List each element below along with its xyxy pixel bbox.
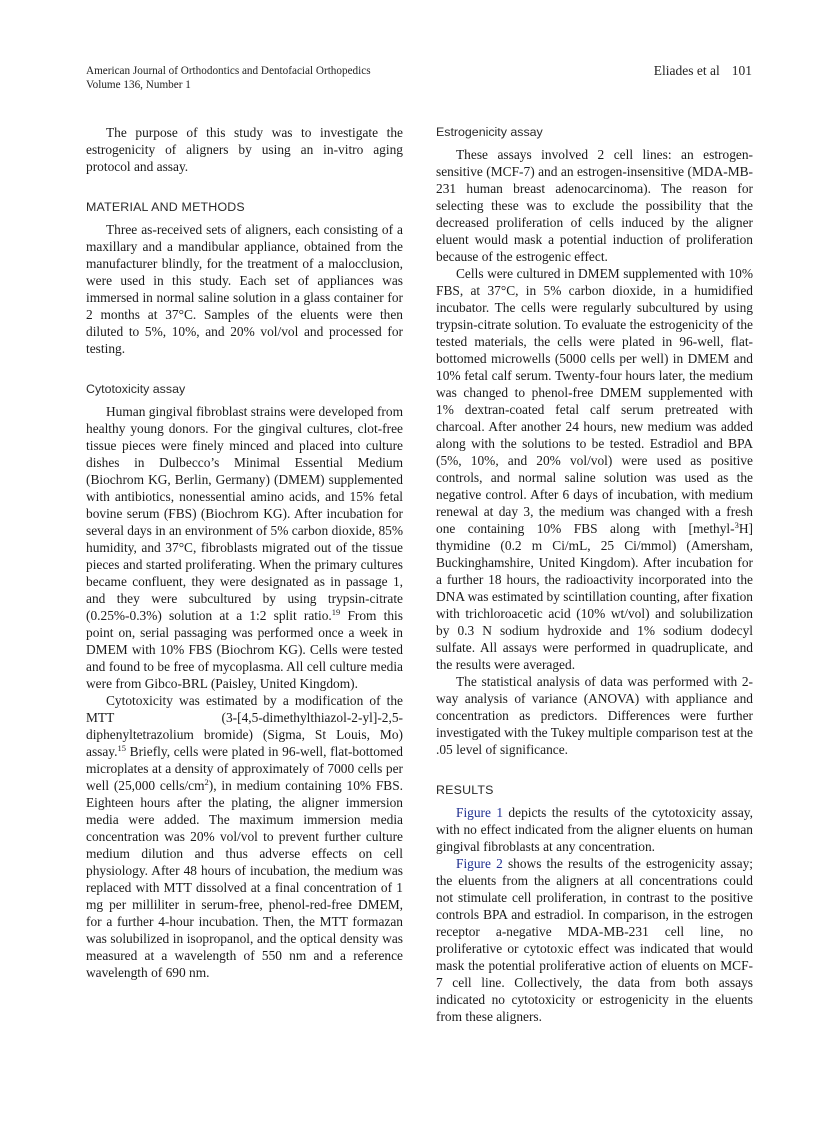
figure-1-link[interactable]: Figure 1	[456, 805, 504, 820]
estrogenicity-paragraph-2	[436, 265, 753, 673]
cytotoxicity-heading: Cytotoxicity assay	[86, 382, 186, 396]
paragraph-text: ), in medium containing 10% FBS. Eighteen hours after the plating, the aligner immersion media were added. The maximum immersion media concentration was 20% vol/vol to prevent further culture medium dilution and thus adverse effects on cell physiology. After 48 hours of incubation, the medium was replaced with MTT dissolved at a final concentration of 1 mg per milliliter in serum-free, phenol-red-free DMEM, for a further 4-hour incubation. Then, the MTT formazan was solubilized in isopropanol, and the optical density was measured at a wavelength of 550 nm and a reference wavelength of 690 nm.	[86, 778, 403, 980]
superscript: 3	[734, 520, 739, 530]
methods-paragraph: Three as-received sets of aligners, each consisting of a maxillary and a mandibular appliance, obtained from the manufacturer blindly, for the treatment of a malocclusion, were used in this study. Each set of appliances was immersed in normal saline solution in a glass container for 2 months at 37°C. Samples of the eluents were then diluted to 5%, 10%, and 20% vol/vol and processed for testing.	[86, 222, 403, 356]
paragraph-text: Cytotoxicity was estimated by a modification of the MTT (3-[4,5-dimethylthiazol-2-yl]-2,5-diphenyltetrazolium bromide) (Sigma, St Louis, Mo) assay.	[86, 693, 403, 759]
paragraph-text: Human gingival fibroblast strains were developed from healthy young donors. For the gingival cultures, clot-free tissue pieces were finely minced and placed into culture dishes in Dulbecco’s Minimal Essential Medium (Biochrom KG, Berlin, Germany) (DMEM) supplemented with antibiotics, nonessential amino acids, and 15% fetal bovine serum (FBS) (Biochrom KG). After incubation for several days in an environment of 5% carbon dioxide, 85% humidity, and 37°C, fibroblasts migrated out of the tissue pieces and started proliferating. When the primary cultures became confluent, they were designated as in passage 1, and they were subcultured by using trypsin-citrate (0.25%-0.3%) solution at a 1:2 split ratio.	[86, 404, 403, 623]
superscript: 2	[204, 777, 209, 787]
paragraph-text: Cells were cultured in DMEM supplemented with 10% FBS, at 37°C, in 5% carbon dioxide, in a humidified incubator. The cells were regularly subcultured by using trypsin-citrate solution. To evaluate the estrogenicity of the tested materials, the cells were plated in 96-well, flat-bottomed microwells (5000 cells per well) in DMEM and 10% fetal calf serum. Twenty-four hours later, the medium was changed to phenol-free DMEM supplemented with 1% dextran-coated fetal calf serum pretreated with charcoal. After another 24 hours, new medium was added along with the solutions to be tested. Estradiol and BPA (5%, 10%, and 20% vol/vol) were used as positive controls, and normal saline solution was used as the negative control. After 6 days of incubation, with medium renewal at day 3, the medium was changed with a fresh one containing 10% FBS along with [methyl-	[436, 266, 753, 536]
authors: Eliades et al	[653, 63, 720, 78]
left-column	[86, 124, 403, 981]
journal-info	[86, 64, 371, 92]
intro-paragraph: The purpose of this study was to investigate the estrogenicity of aligners by using an in-vitro aging protocol and assay.	[86, 125, 403, 174]
right-column	[436, 124, 753, 1025]
reference-15[interactable]: 15	[117, 743, 126, 753]
results-heading: RESULTS	[436, 783, 494, 797]
journal-title: American Journal of Orthodontics and Dentofacial Orthopedics	[86, 65, 371, 77]
estrogenicity-heading: Estrogenicity assay	[436, 125, 543, 139]
paragraph-text: depicts the results of the cytotoxicity assay, with no effect indicated from the aligner eluents on human gingival fibroblasts at any concentration.	[436, 805, 753, 854]
results-paragraph-1	[436, 804, 753, 855]
paragraph-text: H] thymidine (0.2 m Ci/mL, 25 Ci/mmol) (Amersham, Buckinghamshire, United Kingdom). After incubation for a further 18 hours, the radioactivity incorporated into the DNA was estimated by scintillation counting, after fixation with trichloroacetic acid (10% wt/vol) and solubilization by 0.3 N sodium hydroxide and 1% sodium dodecyl sulfate. All assays were performed in quadruplicate, and the results were averaged.	[436, 521, 753, 672]
results-paragraph-2	[436, 855, 753, 1025]
statistics-paragraph: The statistical analysis of data was performed with 2-way analysis of variance (ANOVA) with appliance and concentration as predictors. Differences were further investigated with the Tukey multiple comparison test at the .05 level of significance.	[436, 674, 753, 757]
estrogenicity-paragraph-1: These assays involved 2 cell lines: an estrogen-sensitive (MCF-7) and an estrogen-insensitive (MDA-MB-231 human breast adenocarcinoma). The reason for selecting these was to exclude the possibility that the decreased proliferation of cells induced by the aligner eluent would mask a potential induction of proliferation because of the estrogenic effect.	[436, 147, 753, 264]
figure-2-link[interactable]: Figure 2	[456, 856, 503, 871]
methods-heading: MATERIAL AND METHODS	[86, 200, 245, 214]
page-number: 101	[731, 63, 752, 78]
paragraph-text: From this point on, serial passaging was performed once a week in DMEM with 10% FBS (Biochrom KG). Cells were tested and found to be free of mycoplasma. All cell culture media were from Gibco-BRL (Paisley, United Kingdom).	[86, 608, 403, 691]
page-header-right	[654, 64, 752, 78]
paragraph-text: shows the results of the estrogenicity assay; the eluents from the aligners at all concentrations could not stimulate cell proliferation, in contrast to the positive controls BPA and estradiol. In comparison, in the estrogen receptor a-negative MDA-MB-231 cell line, no proliferative or cytotoxic effect was indicated that would mask the potential proliferative action of eluents on MCF-7 cell line. Collectively, the data from both assays indicated no cytotoxicity or estrogenicity in the eluents from these aligners.	[436, 856, 753, 1024]
journal-volume: Volume 136, Number 1	[86, 79, 191, 91]
paragraph-text: Briefly, cells were plated in 96-well, flat-bottomed microplates at a density of approximately of 7000 cells per well (25,000 cells/cm	[86, 744, 403, 793]
reference-19[interactable]: 19	[331, 607, 341, 617]
cytotoxicity-paragraph-1	[86, 403, 403, 692]
cytotoxicity-paragraph-2	[86, 692, 403, 981]
